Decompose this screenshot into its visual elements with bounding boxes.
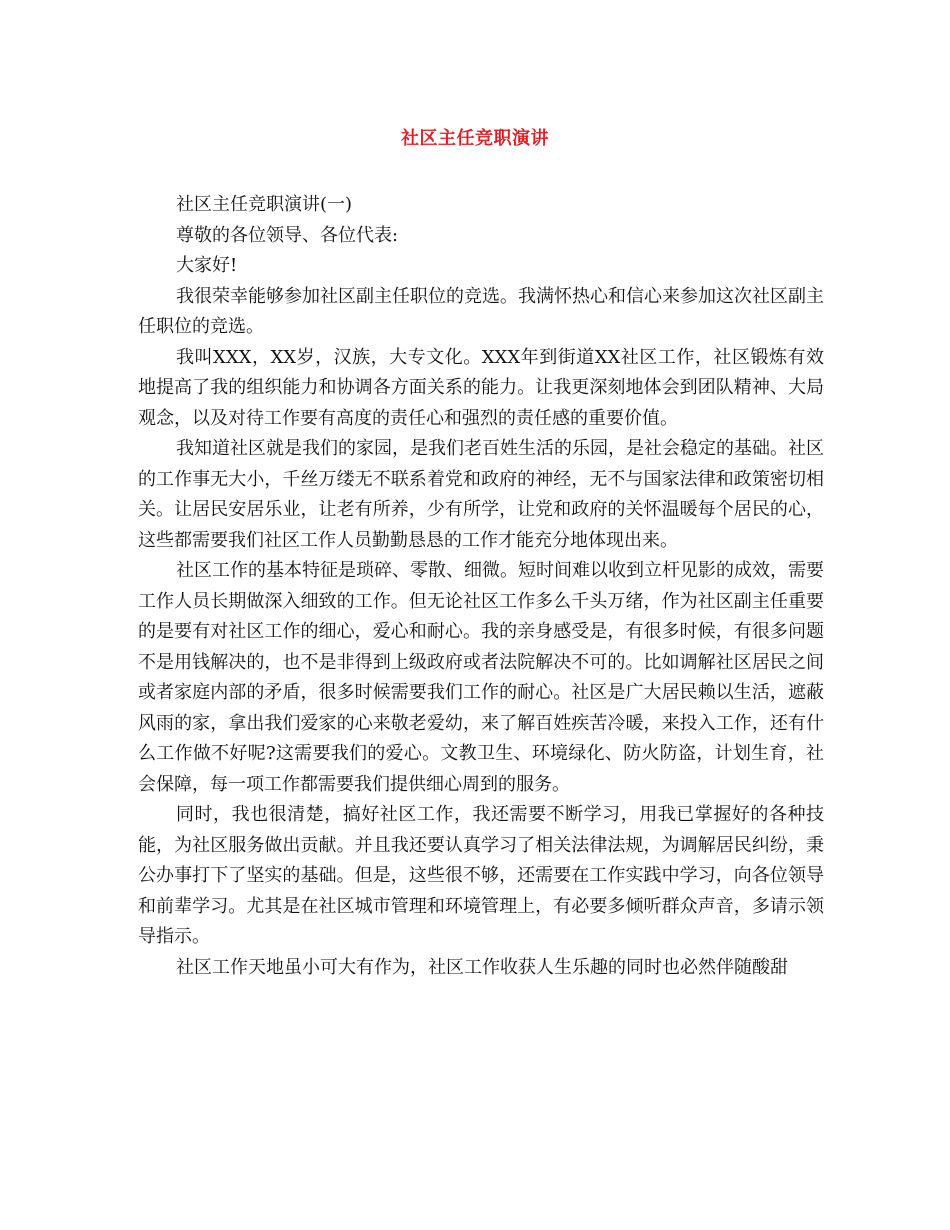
- paragraph-learning: 同时，我也很清楚，搞好社区工作，我还需要不断学习，用我已掌握好的各种技能，为社区服务做出贡献。并且我还要认真学习了相关法律法规，为调解居民纠纷，秉公办事打下了坚实的基础。但是，这些很不够，还需要在工作实践中学习，向各位领导和前辈学习。尤其是在社区城市管理和环境管理上，有必要多倾听群众声音，多请示领导指示。: [138, 804, 824, 947]
- paragraph-self-introduction: 我叫XXX，XX岁，汉族，大专文化。XXX年到街道XX社区工作，社区锻炼有效地提高了我的组织能力和协调各方面关系的能力。让我更深刻地体会到团队精神、大局观念，以及对待工作要有高度的责任心和强烈的责任感的重要价值。: [138, 346, 824, 429]
- document-title: 社区主任竞职演讲: [401, 128, 549, 149]
- paragraph-conclusion-start: 社区工作天地虽小可大有作为，社区工作收获人生乐趣的同时也必然伴随酸甜: [176, 956, 788, 978]
- paragraph-work-characteristics: 社区工作的基本特征是琐碎、零散、细微。短时间难以收到立杆见影的成效，需要工作人员长期做深入细致的工作。但无论社区工作多么千头万绪，作为社区副主任重要的是要有对社区工作的细心，爱心和耐心。我的亲身感受是，有很多时候，有很多问题不是用钱解决的，也不是非得到上级政府或者法院解决不可的。比如调解社区居民之间或者家庭内部的矛盾，很多时候需要我们工作的耐心。社区是广大居民赖以生活，遮蔽风雨的家，拿出我们爱家的心来敬老爱幼，来了解百姓疾苦冷暖，来投入工作，还有什么工作做不好呢?这需要我们的爱心。文教卫生、环境绿化、防火防盗，计划生育，社会保障，每一项工作都需要我们提供细心周到的服务。: [138, 560, 824, 795]
- paragraph-intro: 我很荣幸能够参加社区副主任职位的竞选。我满怀热心和信心来参加这次社区副主任职位的竞选。: [138, 285, 824, 337]
- document-body: [138, 190, 824, 983]
- paragraph-salutation: 尊敬的各位领导、各位代表:: [176, 224, 399, 246]
- paragraph-community-view: 我知道社区就是我们的家园，是我们老百姓生活的乐园，是社会稳定的基础。社区的工作事无大小，千丝万缕无不联系着党和政府的神经，无不与国家法律和政策密切相关。让居民安居乐业，让老有所养，少有所学，让党和政府的关怀温暖每个居民的心，这些都需要我们社区工作人员勤勤恳恳的工作才能充分地体现出来。: [138, 438, 824, 551]
- paragraph-subtitle: 社区主任竞职演讲(一): [176, 194, 353, 215]
- paragraph-greeting: 大家好!: [176, 255, 238, 276]
